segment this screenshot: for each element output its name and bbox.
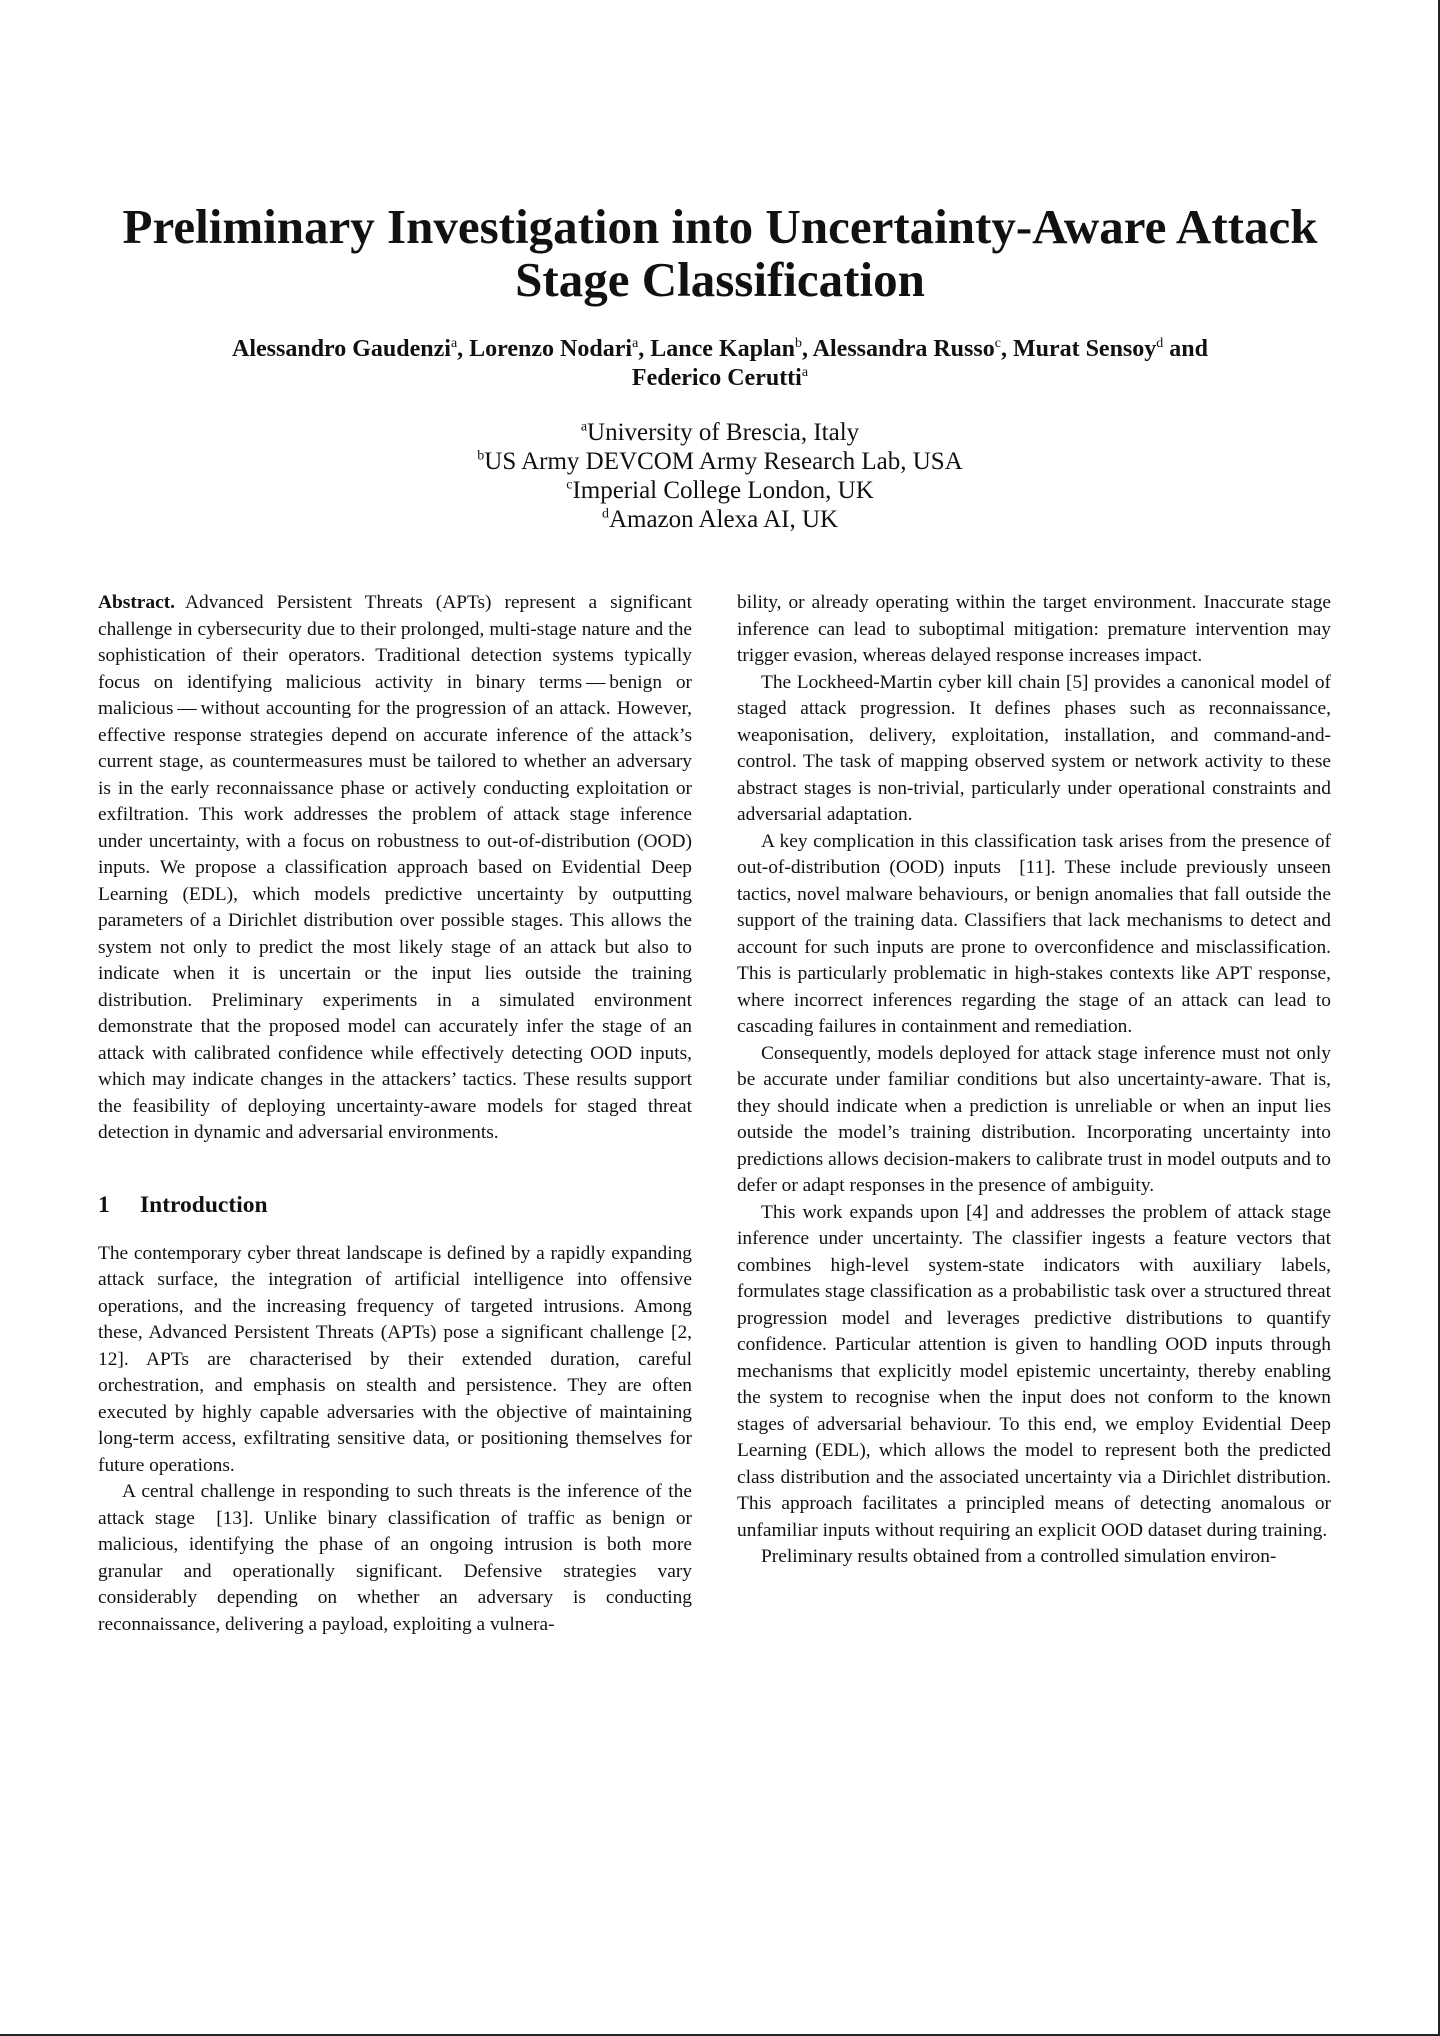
author-separator: and [1163,336,1208,362]
intro-paragraph-5: A key complication in this classification task arises from the presence of out-of-distribution (OOD) inputs [11]. These include previously unseen tactics, novel malware behaviours, or benign anomalies that fall outside the support of the training data. Classifiers that lack mechanisms to detect and account for such inputs are prone to overconfidence and misclassification. This is particularly problematic in high-stakes contexts like APT response, where incorrect inferences regarding the stage of an attack can lead to cascading failures in containment and remediation. [737,830,1331,1037]
abstract-text: Advanced Persistent Threats (APTs) represent a significant challenge in cybersecurity due to their prolonged, multi-stage nature and the sophistication of their operators. Traditional detection systems typically focus on identifying malicious activity in binary terms — benign or malicious — without accounting for the progression of an attack. However, effective response strategies depend on accurate inference of the attack’s current stage, as countermeasures must be tailored to whether an adversary is in the early reconnaissance phase or actively conducting exploitation or exfiltration. This work addresses the problem of attack stage inference under uncertainty, with a focus on robustness to out-of-distribution (OOD) inputs. We propose a classification approach based on Evidential Deep Learning (EDL), which models predictive uncertainty by outputting parameters of a Dirichlet distribution over possible stages. This allows the system not only to predict the most likely stage of an attack but also to indicate when it is uncertain or the input lies outside the training distribution. Preliminary experiments in a simulated environment demonstrate that the proposed model can accurately infer the stage of an attack with calibrated confidence while effectively detecting OOD inputs, which may indicate changes in the attackers’ tactics. These results support the feasibility of deploying uncertainty-aware models for staged threat detection in dynamic and adversarial environments. [98,592,692,1143]
author-name: Federico Cerutti [631,365,802,391]
intro-paragraph-6: Consequently, models deployed for attack stage inference must not only be accurate under familiar conditions but also uncertainty-aware. That is, they should indicate when a prediction is unreliable or when an input lies outside the model’s training distribution. Incorporating uncertainty into predictions allows decision-makers to calibrate trust in model outputs and to defer or adapt responses in the presence of ambiguity. [737,1042,1331,1196]
affiliation-list [100,418,1340,534]
affiliation-mark: d [601,506,609,522]
author-affiliation-mark: a [632,336,639,351]
intro-paragraph-1: The contemporary cyber threat landscape is defined by a rapidly expanding attack surface, the integration of artificial intelligence into offensive operations, and the increasing frequency of targeted intrusions. Among these, Advanced Persistent Threats (APTs) pose a significant challenge [2, 12]. APTs are characterised by their extended duration, careful orchestration, and emphasis on stealth and persistence. They are often executed by highly capable adversaries with the objective of maintaining long-term access, exfiltrating sensitive data, or positioning themselves for future operations. [98,1242,692,1476]
author-separator: , [1000,336,1013,362]
affiliation-mark: c [566,477,573,493]
author-name: Alessandra Russo [812,336,995,362]
intro-paragraph-8: Preliminary results obtained from a controlled simulation environ- [761,1546,1277,1567]
affiliation [100,418,1340,447]
author-affiliation-mark: a [450,336,458,351]
author-separator: , [638,336,651,362]
affiliation [100,505,1340,534]
intro-paragraph-2: A central challenge in responding to such threats is the inference of the attack stage [13]. Unlike binary classification of traffic as benign or malicious, identifying the phase of an ongoing intrusion is both more granular and operationally significant. Defensive strategies vary considerably depending on whether an adversary is conducting reconnaissance, delivering a payload, exploiting a vulnera- [98,1481,692,1635]
intro-paragraph-3: bility, or already operating within the target environment. Inaccurate stage inference can lead to suboptimal mitigation: premature intervention may trigger evasion, whereas delayed response increases impact. [737,592,1331,666]
intro-paragraph-7: This work expands upon [4] and addresses the problem of attack stage inference under uncertainty. The classifier ingests a feature vectors that combines high-level system-state indicators with auxiliary labels, formulates stage classification as a probabilistic task over a structured threat progression model and leverages predictive distributions to quantify confidence. Particular attention is given to handling OOD inputs through mechanisms that explicitly model epistemic uncertainty, thereby enabling the system to recognise when the input does not conform to the known stages of adversarial behaviour. To this end, we employ Evidential Deep Learning (EDL), which allows the model to represent both the predicted class distribution and the associated uncertainty via a Dirichlet distribution. This approach facilitates a principled means of detecting anomalous or unfamiliar inputs without requiring an explicit OOD dataset during training. [737,1201,1331,1541]
affiliation [100,476,1340,505]
affiliation-mark: b [477,448,485,464]
section-heading-introduction [98,1191,692,1219]
affiliation-text: US Army DEVCOM Army Research Lab, USA [484,448,963,475]
author-separator: , [457,336,470,362]
author-affiliation-mark: d [1156,336,1164,351]
section-number: 1 [98,1191,110,1218]
abstract [98,590,692,1147]
author-name: Lance Kaplan [650,336,795,362]
author-name: Lorenzo Nodari [469,336,633,362]
author-affiliation-mark: c [994,336,1001,351]
affiliation-mark: a [580,419,588,435]
author-list [100,335,1340,393]
left-column [98,590,692,1638]
paper-title: Preliminary Investigation into Uncertainty-Aware Attack Stage Classification [122,199,1318,307]
author-separator: , [801,336,813,362]
abstract-label: Abstract. [98,592,176,613]
right-column [737,590,1331,1571]
author-name: Alessandro Gaudenzi [232,336,451,362]
affiliation [100,447,1340,476]
author-affiliation-mark: a [801,365,809,380]
author-affiliation-mark: b [794,336,802,351]
intro-paragraph-4: The Lockheed-Martin cyber kill chain [5] provides a canonical model of staged attack progression. It defines phases such as reconnaissance, weaponisation, delivery, exploitation, installation, and command-and-control. The task of mapping observed system or network activity to these abstract stages is non-trivial, particularly under operational constraints and adversarial adaptation. [737,671,1331,825]
affiliation-text: University of Brescia, Italy [587,419,860,446]
affiliation-text: Amazon Alexa AI, UK [608,506,839,533]
affiliation-text: Imperial College London, UK [572,477,874,504]
section-title: Introduction [140,1191,268,1218]
author-name: Murat Sensoy [1012,336,1157,362]
